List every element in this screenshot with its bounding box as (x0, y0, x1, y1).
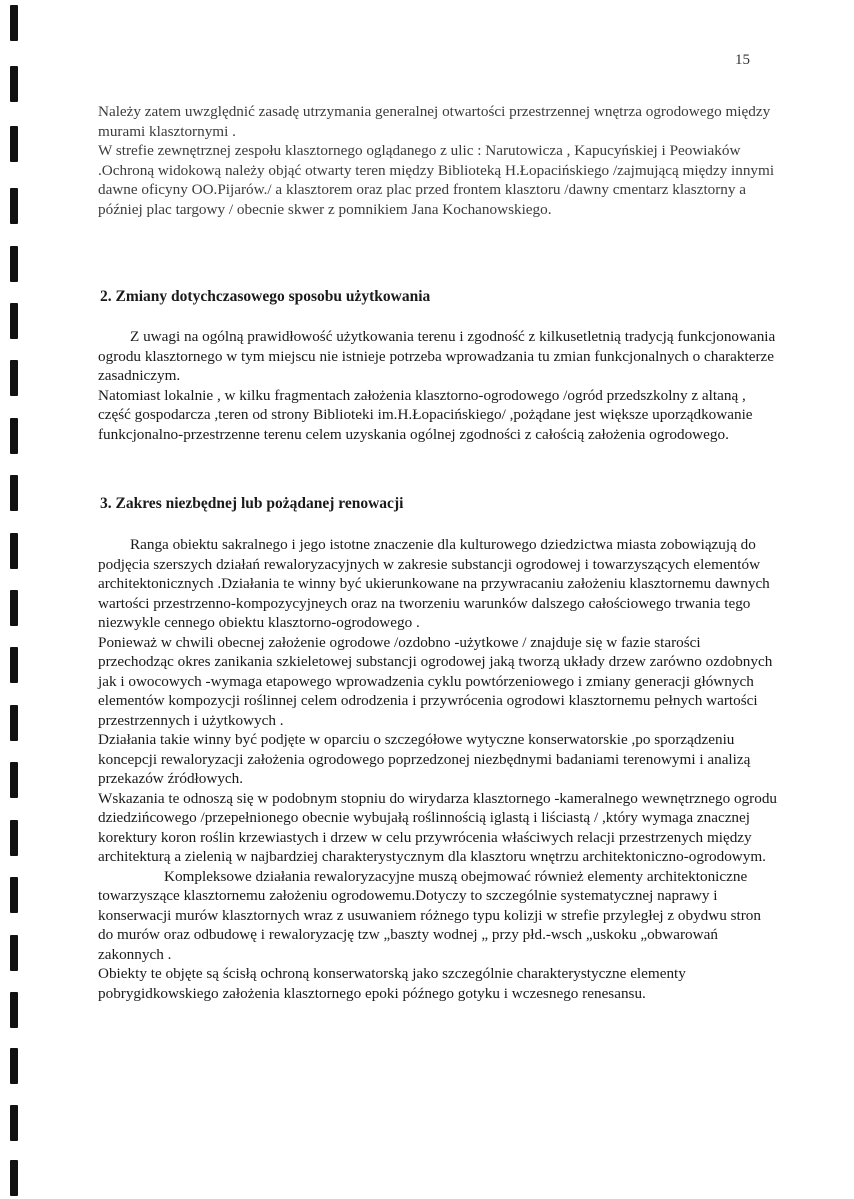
binding-hole (10, 246, 18, 282)
section-3-paragraph: Ponieważ w chwili obecnej założenie ogrodowe /ozdobno -użytkowe / znajduje się w fazie starości przechodząc okres zanikania szkieletowej substancji ogrodowej jaką tworzą układy drzew zarówno ozdobnych jak i owocowych -wymaga etapowego wprowadzenia cyklu powtórzeniowego i zmiany generacji głównych elementów kompozycji roślinnej celem odrodzenia i przywrócenia ogrodowi klasztornemu pełnych wartości przestrzennych i użytkowych . (98, 633, 773, 729)
section-3-text (98, 535, 778, 1003)
binding-holes (0, 0, 40, 1199)
intro-text (98, 102, 778, 219)
section-3-paragraph: Ranga obiektu sakralnego i jego istotne znaczenie dla kulturowego dziedzictwa miasta zobowiązują do podjęcia szerszych działań rewaloryzacyjnych w zakresie substancji ogrodowej i towarzyszących elementów architektonicznych .Działania te winny być ukierunkowane na przywracaniu założeniu klasztornemu dawnych wartości przestrzenno-kompozycyjneych oraz na tworzeniu warunków dalszego całościowego trwania tego niezwykle cennego obiektu klasztorno-ogrodowego . (98, 536, 770, 631)
section-2-heading: 2. Zmiany dotychczasowego sposobu użytkowania (100, 288, 431, 305)
section-3-heading: 3. Zakres niezbędnej lub pożądanej renowacji (100, 495, 404, 512)
section-2-paragraph: Natomiast lokalnie , w kilku fragmentach założenia klasztorno-ogrodowego /ogród przedszkolny z altaną , część gospodarcza ,teren od strony Biblioteki im.H.Łopacińskiego/ ,pożądane jest większe uporządkowanie funkcjonalno-przestrzenne terenu celem uzyskania ogólnej zgodności z całością założenia ogrodowego. (98, 386, 753, 443)
binding-hole (10, 418, 18, 454)
binding-hole (10, 1160, 18, 1196)
binding-hole (10, 533, 18, 569)
section-3-paragraph: Działania takie winny być podjęte w oparciu o szczegółowe wytyczne konserwatorskie ,po sporządzeniu koncepcji rewaloryzacji założenia ogrodowego poprzedzonej niezbędnymi badaniami terenowymi i analizą przekazów źródłowych. (98, 731, 751, 787)
binding-hole (10, 126, 18, 162)
binding-hole (10, 66, 18, 102)
section-2-text (98, 327, 778, 444)
binding-hole (10, 360, 18, 396)
binding-hole (10, 590, 18, 626)
binding-hole (10, 188, 18, 224)
binding-hole (10, 935, 18, 971)
binding-hole (10, 303, 18, 339)
binding-hole (10, 877, 18, 913)
binding-hole (10, 992, 18, 1028)
binding-hole (10, 705, 18, 741)
binding-hole (10, 762, 18, 798)
binding-hole (10, 475, 18, 511)
binding-hole (10, 1105, 18, 1141)
page-number: 15 (735, 52, 750, 68)
intro-paragraph: Należy zatem uwzględnić zasadę utrzymania generalnej otwartości przestrzennej wnętrza ogrodowego między murami klasztornymi . (98, 103, 771, 140)
binding-hole (10, 820, 18, 856)
section-3-paragraph: Obiekty te objęte są ścisłą ochroną konserwatorską jako szczególnie charakterystyczne elementy pobrygidkowskiego założenia klasztornego epoki późnego gotyku i wczesnego renesansu. (98, 965, 686, 1002)
section-3-paragraph: Wskazania te odnoszą się w podobnym stopniu do wirydarza klasztornego -kameralnego wewnętrznego ogrodu dziedzińcowego /przepełnionego obecnie wybujałą roślinnością iglastą i liściastą / ,który wymaga znacznej korektury koron roślin krzewiastych i drzew w celu przywrócenia właściwych relacji przestrzenych między architekturą a zielenią w najbardziej charakterystycznym dla klasztoru wnętrzu architektoniczno-ogrodowym. (98, 789, 778, 865)
binding-hole (10, 647, 18, 683)
binding-hole (10, 1048, 18, 1084)
intro-paragraph: W strefie zewnętrznej zespołu klasztornego oglądanego z ulic : Narutowicza , Kapucyńskiej i Peowiaków .Ochroną widokową należy objąć otwarty teren między Biblioteką H.Łopacińskiego /zajmującą między innymi dawne oficyny OO.Pijarów./ a klasztorem oraz plac przed frontem klasztoru /dawny cmentarz klasztorny a później plac targowy / obecnie skwer z pomnikiem Jana Kochanowskiego. (98, 142, 775, 218)
section-2-paragraph: Z uwagi na ogólną prawidłowość użytkowania terenu i zgodność z kilkusetletnią tradycją funkcjonowania ogrodu klasztornego w tym miejscu nie istnieje potrzeba wprowadzania tu zmian funkcjonalnych o charakterze zasadniczym. (98, 328, 776, 384)
section-3-paragraph: Kompleksowe działania rewaloryzacyjne muszą obejmować również elementy architektoniczne towarzyszące klasztornemu założeniu ogrodowemu.Dotyczy to szczególnie systematycznej naprawy i konserwacji murów klasztornych wraz z usuwaniem różnego typu kolizji w strefie przyległej z obydwu stron do murów oraz odbudowę i rewaloryzację tzw „baszty wodnej „ przy płd.-wsch „uskoku „obwarowań zakonnych . (98, 867, 761, 963)
binding-hole (10, 5, 18, 41)
